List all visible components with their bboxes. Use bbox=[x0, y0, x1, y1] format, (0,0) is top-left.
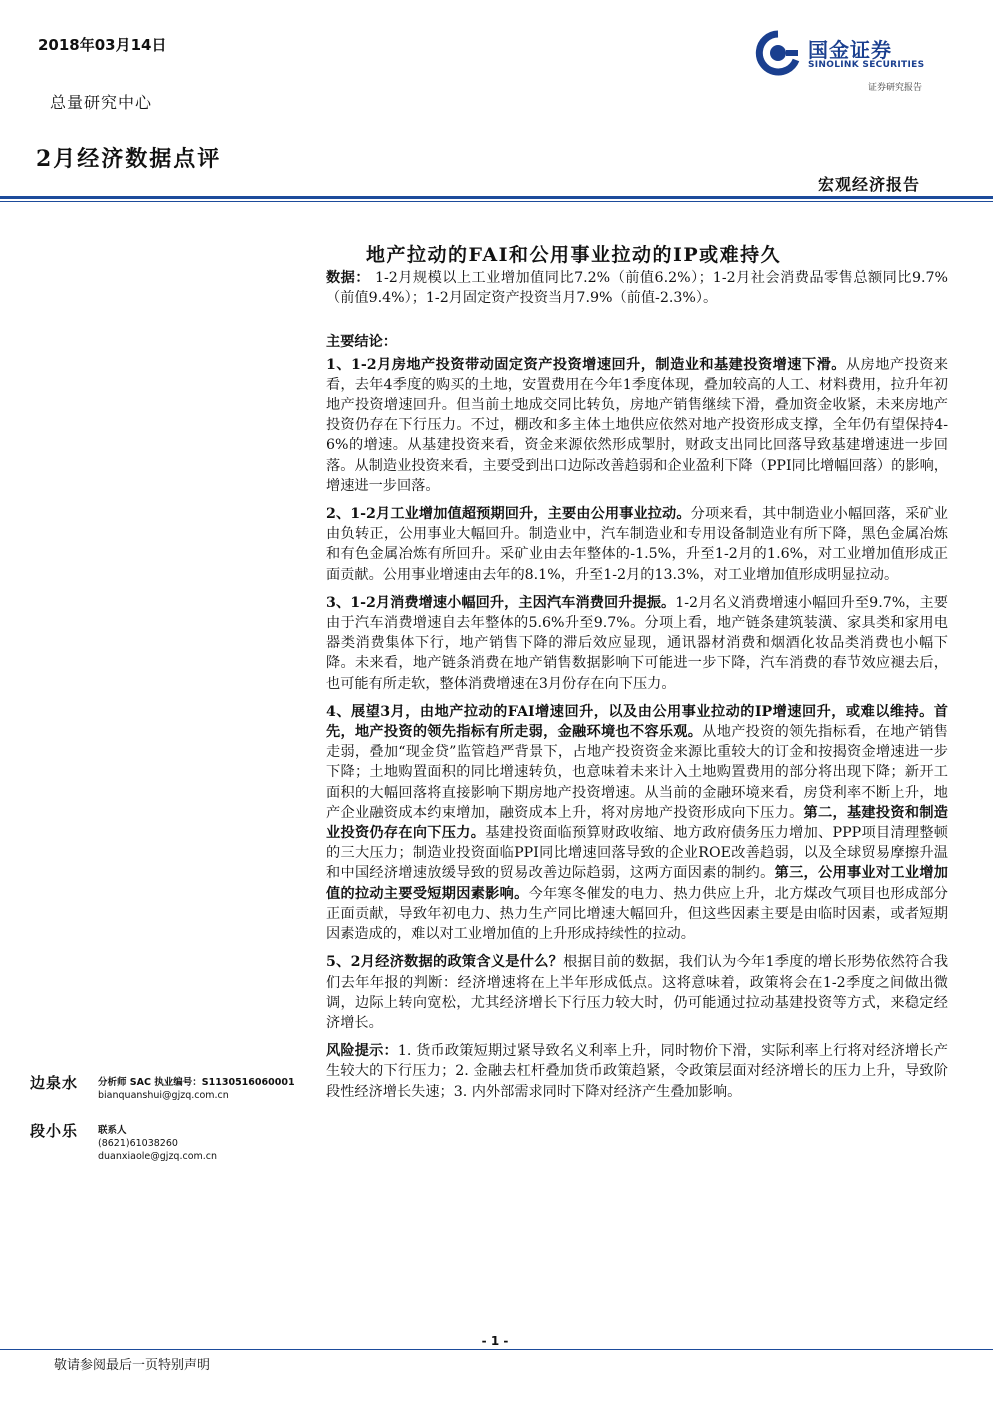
point-3 bbox=[326, 593, 948, 694]
report-type: 宏观经济报告 bbox=[818, 175, 921, 194]
point-1-heading: 1、1-2月房地产投资带动固定资产投资增速回升，制造业和基建投资增速下滑。 bbox=[326, 356, 846, 373]
risk-paragraph bbox=[326, 1041, 948, 1102]
analyst-role: 联系人 bbox=[98, 1125, 127, 1136]
point-5-text: 根据目前的数据，我们认为今年1季度的增长形势依然符合我们去年年报的判断：经济增速将在上半年形成低点。这将意味着，政策将会在1-2季度之间做出微调，边际上转向宽松，尤其经济增长下行压力较大时，仍可能通过拉动基建投资等方式，来稳定经济增长。 bbox=[326, 954, 949, 1031]
logo-subtitle: 证券研究报告 bbox=[868, 83, 923, 93]
risk-text: 1. 货币政策短期过紧导致名义利率上升，同时物价下滑，实际利率上行将对经济增长产生较大的下行压力；2. 金融去杠杆叠加货币政策趋紧，令政策层面对经济增长的压力上升，导致阶段性经济增长失速；3. 内外部需求同时下降对经济产生叠加影响。 bbox=[326, 1043, 948, 1100]
point-5-heading: 5、2月经济数据的政策含义是什么？ bbox=[326, 954, 564, 971]
point-2-text: 分项来看，其中制造业小幅回落，采矿业由负转正，公用事业大幅回升。制造业中，汽车制造业和专用设备制造业有所下降，黑色金属冶炼和有色金属冶炼有所回升。采矿业由去年整体的-1.5%，升至1-2月的1.6%，对工业增加值形成正面贡献。公用事业增速由去年的8.1%，升至1-2月的13.3%，对工业增加值形成明显拉动。 bbox=[326, 506, 948, 583]
analyst-2-details bbox=[98, 1124, 318, 1163]
document-title: 2月经济数据点评 bbox=[36, 146, 222, 172]
analyst-2 bbox=[30, 1120, 78, 1141]
point-5 bbox=[326, 952, 948, 1033]
analyst-role: 分析师 SAC 执业编号：S1130516060001 bbox=[98, 1077, 295, 1088]
point-4-text3: 今年寒冬催发的电力、热力供应上升，北方煤改气项目也形成部分正面贡献，导致年初电力、热力生产同比增速大幅回升，但这些因素主要是由临时因素，或者短期因素造成的，难以对工业增加值的上升形成持续性的拉动。 bbox=[326, 885, 948, 943]
report-date: 2018年03月14日 bbox=[38, 36, 167, 54]
analyst-phone: (8621)61038260 bbox=[98, 1138, 178, 1149]
point-1 bbox=[326, 355, 948, 496]
analyst-name: 边泉水 bbox=[30, 1074, 79, 1092]
logo-name: 国金证券 bbox=[808, 38, 892, 62]
point-4-heading: 4、展望3月，由地产拉动的FAI增速回升，以及由公用事业拉动的IP增速回升，或难以维持。首先，地产投资的领先指标有所走弱，金融环境也不容乐观。 bbox=[326, 703, 948, 741]
logo-english: SINOLINK SECURITIES bbox=[808, 60, 925, 70]
page-number: - 1 - bbox=[470, 1334, 520, 1348]
sinolink-logo-icon bbox=[754, 30, 804, 76]
point-4 bbox=[326, 702, 948, 944]
point-4-second: 第二，基建投资和制造业投资仍存在向下压力。 bbox=[326, 804, 948, 842]
point-2 bbox=[326, 504, 948, 585]
point-2-heading: 2、1-2月工业增加值超预期回升，主要由公用事业拉动。 bbox=[326, 506, 691, 523]
headline: 地产拉动的FAI和公用事业拉动的IP或难持久 bbox=[366, 244, 782, 266]
risk-label: 风险提示： bbox=[326, 1043, 398, 1060]
point-3-text: 1-2月名义消费增速小幅回升至9.7%，主要由于汽车消费增速自去年整体的5.6%升至9.7%。分项上看，地产链条建筑装潢、家具类和家用电器类消费集体下行，地产销售下降的滞后效应显现，通讯器材消费和烟酒化妆品类消费也小幅下降。未来看，地产链条消费在地产销售数据影响下可能进一步下降，汽车消费的春节效应褪去后，也可能有所走软，整体消费增速在3月份存在向下压力。 bbox=[326, 594, 948, 692]
data-paragraph bbox=[326, 268, 948, 308]
point-4-text2: 基建投资面临预算财政收缩、地方政府债务压力增加、PPP项目清理整顿的三大压力；制造业投资面临PPI同比增速回落导致的企业ROE改善趋弱，以及全球贸易摩擦升温和中国经济增速放缓导致的贸易改善边际趋弱，这两方面因素的制约。 bbox=[326, 825, 948, 882]
data-label: 数据： bbox=[326, 270, 370, 286]
analyst-1-details bbox=[98, 1076, 318, 1102]
footer-divider bbox=[0, 1349, 993, 1350]
analyst-name: 段小乐 bbox=[30, 1122, 79, 1140]
point-4-third: 第三，公用事业对工业增加值的拉动主要受短期因素影响。 bbox=[326, 865, 948, 902]
data-text: 1-2月规模以上工业增加值同比7.2%（前值6.2%）；1-2月社会消费品零售总额同比9.7%（前值9.4%）；1-2月固定资产投资当月7.9%（前值-2.3%）。 bbox=[326, 270, 948, 307]
footer-disclaimer: 敬请参阅最后一页特别声明 bbox=[54, 1358, 211, 1373]
conclusions-label: 主要结论： bbox=[326, 334, 397, 351]
department-name: 总量研究中心 bbox=[50, 93, 153, 112]
header-divider-thin bbox=[0, 201, 993, 202]
point-1-text: 从房地产投资来看，去年4季度的购买的土地，安置费用在今年1季度体现，叠加较高的人工、材料费用，拉升年初地产投资增速回升。但当前土地成交同比转负，房地产销售继续下滑，叠加资金收紧，未来房地产投资仍存在下行压力。不过，棚改和多主体土地供应依然对地产投资形成支撑，全年仍有望保持4-6%的增速。从基建投资来看，资金来源依然形成掣肘，财政支出同比回落导致基建增速进一步回落。从制造业投资来看，主要受到出口边际改善趋弱和企业盈利下降（PPI同比增幅回落）的影响，增速进一步回落。 bbox=[326, 356, 948, 494]
point-4-text: 从地产投资的领先指标看，在地产销售走弱，叠加“现金贷”监管趋严背景下，占地产投资资金来源比重较大的订金和按揭资金增速进一步下降；土地购置面积的同比增速转负，也意味着未来计入土地购置费用的部分将出现下降；新开工面积的大幅回落将直接影响下期房地产投资增速。从当前的金融环境来看，房贷利率不断上升，地产企业融资成本约束增加，融资成本上升，将对房地产投资形成向下压力。 bbox=[326, 724, 948, 821]
point-3-heading: 3、1-2月消费增速小幅回升，主因汽车消费回升提振。 bbox=[326, 594, 676, 611]
conclusions-heading bbox=[326, 332, 948, 352]
analyst-email: bianquanshui@gjzq.com.cn bbox=[98, 1090, 229, 1101]
analyst-1 bbox=[30, 1072, 78, 1093]
analyst-email: duanxiaole@gjzq.com.cn bbox=[98, 1151, 218, 1162]
header-divider bbox=[0, 196, 993, 199]
report-body bbox=[326, 268, 948, 1110]
